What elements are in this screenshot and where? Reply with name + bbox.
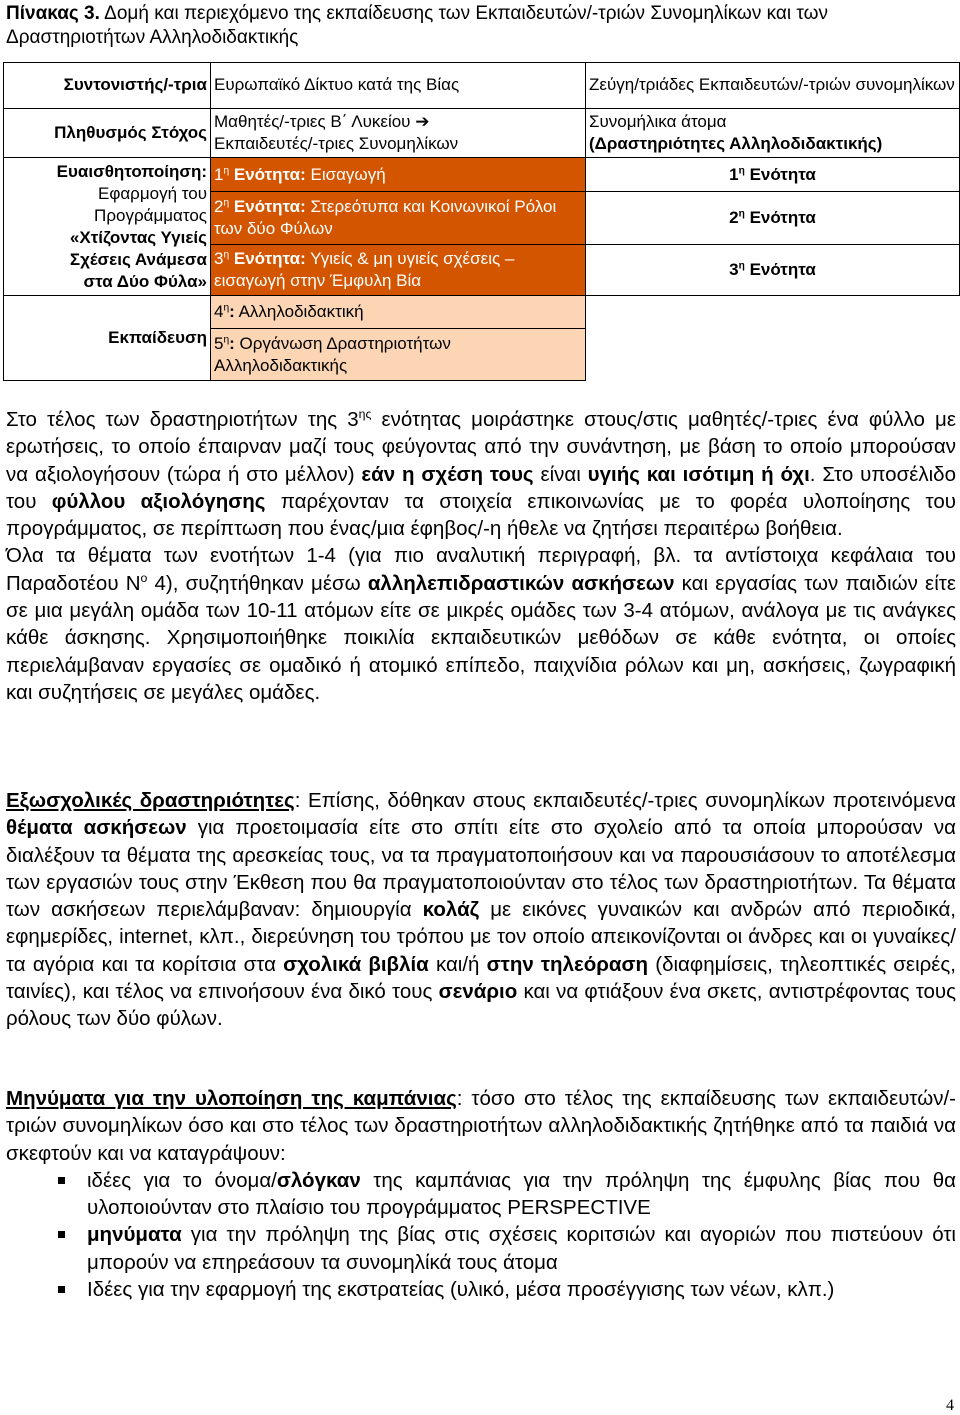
body-text-top bbox=[6, 406, 956, 706]
table-row bbox=[4, 296, 960, 329]
target-population-value: Μαθητές/-τριες Β΄ Λυκείου ➔ Εκπαιδευτές/-τριες Συνομηλίκων bbox=[211, 108, 586, 158]
unit-3-cell: $3^\eta$ Ενότητα: Υγιείς & μη υγιείς σχέσεις – εισαγωγή στην Έμφυλη Βία bbox=[211, 245, 586, 296]
table-row bbox=[4, 63, 960, 109]
list-item: μηνύματα για την πρόληψη της βίας στις σχέσεις κοριτσιών και αγοριών που πιστεύουν ότι μπορούν να επηρεάσουν τα συνομηλίκά τους άτομα bbox=[6, 1221, 956, 1276]
page-number: 4 bbox=[946, 1397, 954, 1414]
coordinator-header: Συντονιστής/-τρια bbox=[4, 63, 211, 109]
peer-educators-cell: Ζεύγη/τριάδες Εκπαιδευτών/-τριών συνομηλίκων bbox=[586, 63, 960, 109]
paragraph-methods: Όλα τα θέματα των ενοτήτων 1-4 (για πιο αναλυτική περιγραφή, βλ. τα αντίστοιχα κεφάλαια του Παραδοτέου $N^o$ 4), συζητήθηκαν μέσω αλληλεπιδραστικών ασκήσεων και εργασίας των παιδιών είτε σε μια μεγάλη ομάδα των 10-11 ατόμων είτε σε μικρές ομάδες των 3-4 ατόμων, ανάλογα με τις ανάγκες κάθε άσκησης. Χρησιμοποιήθηκε ποικιλία εκπαιδευτικών μεθόδων σε κάθε ενότητα, οι οποίες περιελάμβαναν εργασίες σε ομαδικό ή ατομικό επίπεδο, παιχνίδια ρόλων και μη, ασκήσεις, ζωγραφική και συζητήσεις σε μεγάλες ομάδες. bbox=[6, 544, 956, 704]
caption-text: Δομή και περιεχόμενο της εκπαίδευσης των Εκπαιδευτών/-τριών Συνομηλίκων και των Δραστηριοτήτων Αλληλοδιδακτικής bbox=[6, 3, 828, 48]
unit-3-right: $3^\eta$ Ενότητα bbox=[586, 245, 960, 296]
coordinator-value: Ευρωπαϊκό Δίκτυο κατά της Βίας bbox=[211, 63, 586, 109]
table-row bbox=[4, 108, 960, 158]
section-heading: Μηνύματα για την υλοποίηση της καμπάνιας bbox=[6, 1087, 457, 1110]
caption-label: Πίνακας 3. bbox=[6, 3, 100, 24]
paragraph-campaign: Μηνύματα για την υλοποίηση της καμπάνιας: τόσο στο τέλος της εκπαίδευσης των εκπαιδευτών/-τριών συνομηλίκων όσο και στο τέλος των δραστηριοτήτων αλληλοδιδακτικής ζητήθηκε από τα παιδιά να σκεφτούν και να καταγράψουν: bbox=[6, 1087, 956, 1165]
table-caption bbox=[6, 2, 956, 50]
arrow-right-icon: ➔ bbox=[415, 111, 430, 131]
body-text-extracurricular bbox=[6, 787, 956, 1033]
paragraph-extracurricular: Εξωσχολικές δραστηριότητες: Επίσης, δόθηκαν στους εκπαιδευτές/-τριες συνομηλίκων προτεινόμενα θέματα ασκήσεων για προετοιμασία είτε στο σπίτι είτε στο σχολείο από τα οποία μπορούσαν να διαλέξουν τα θέματα της αρεσκείας τους, να τα πραγματοποιήσουν και να παρουσιάσουν το αποτέλεσμα των εργασιών τους στην Έκθεση που θα πραγματοποιούνταν στο τέλος των δραστηριοτήτων. Τα θέματα των ασκήσεων περιελάμβαναν: δημιουργία κολάζ με εικόνες γυναικών και ανδρών από περιοδικά, εφημερίδες, internet, κλπ., διερεύνηση του τρόπου με τον οποίο απεικονίζονται οι άνδρες και οι γυναίκες/ τα αγόρια και τα κορίτσια στα σχολικά βιβλία και/ή στην τηλεόραση (διαφημίσεις, τηλεοπτικές σειρές, ταινίες), και τέλος να επινοήσουν ένα δικό τους σενάριο και να φτιάξουν ένα σκετς, αντιστρέφοντας τους ρόλους των δύο φύλων. bbox=[6, 789, 957, 1031]
body-text-campaign bbox=[6, 1085, 956, 1303]
target-population-header: Πληθυσμός Στόχος bbox=[4, 108, 211, 158]
training-header: Εκπαίδευση bbox=[4, 296, 211, 381]
unit-1-right: $1^\eta$ Ενότητα bbox=[586, 158, 960, 192]
campaign-bullet-list bbox=[6, 1167, 956, 1303]
awareness-header: Ευαισθητοποίηση: Εφαρμογή του Προγράμματος «Χτίζοντας Υγιείς Σχέσεις Ανάμεσα στα Δύο Φύλα» bbox=[4, 158, 211, 296]
section-heading: Εξωσχολικές δραστηριότητες bbox=[6, 789, 295, 812]
table-row bbox=[4, 158, 960, 192]
unit-1-cell: $1^\eta$ Ενότητα: Εισαγωγή bbox=[211, 158, 586, 192]
list-item: Ιδέες για την εφαρμογή της εκστρατείας (υλικό, μέσα προσέγγισης των νέων, κλπ.) bbox=[6, 1276, 956, 1303]
unit-5-cell: $5^\eta$: Οργάνωση Δραστηριοτήτων Αλληλοδιδακτικής bbox=[211, 329, 586, 381]
paragraph-evaluation: Στο τέλος των δραστηριοτήτων της $3^{\eta\varsigma}$ ενότητας μοιράστηκε στους/στις μαθητές/-τριες ένα φύλλο με ερωτήσεις, το οποίο έπαιρναν μαζί τους φεύγοντας από την συνάντηση, με βάση το οποίο μπορούσαν να αξιολογήσουν (τώρα ή στο μέλλον) εάν η σχέση τους είναι υγιής και ισότιμη ή όχι. Στο υποσέλιδο του φύλλου αξιολόγησης παρέχονταν τα στοιχεία επικοινωνίας με το φορέα υλοποίησης του προγράμματος, σε περίπτωση που ένας/μια έφηβος/-η ήθελε να ζητήσει περαιτέρω βοήθεια. bbox=[6, 407, 957, 541]
unit-4-cell: $4^\eta$: Αλληλοδιδακτική bbox=[211, 296, 586, 329]
unit-2-cell: $2^\eta$ Ενότητα: Στερεότυπα και Κοινωνικοί Ρόλοι των δύο Φύλων bbox=[211, 192, 586, 245]
structure-table bbox=[3, 62, 960, 381]
unit-2-right: $2^\eta$ Ενότητα bbox=[586, 192, 960, 245]
peer-persons-cell: Συνομήλικα άτομα (Δραστηριότητες Αλληλοδιδακτικής) bbox=[586, 108, 960, 158]
list-item: ιδέες για το όνομα/σλόγκαν της καμπάνιας για την πρόληψη της έμφυλης βίας που θα υλοποιούνταν στο πλαίσιο του προγράμματος PERSPECTIVE bbox=[6, 1167, 956, 1222]
